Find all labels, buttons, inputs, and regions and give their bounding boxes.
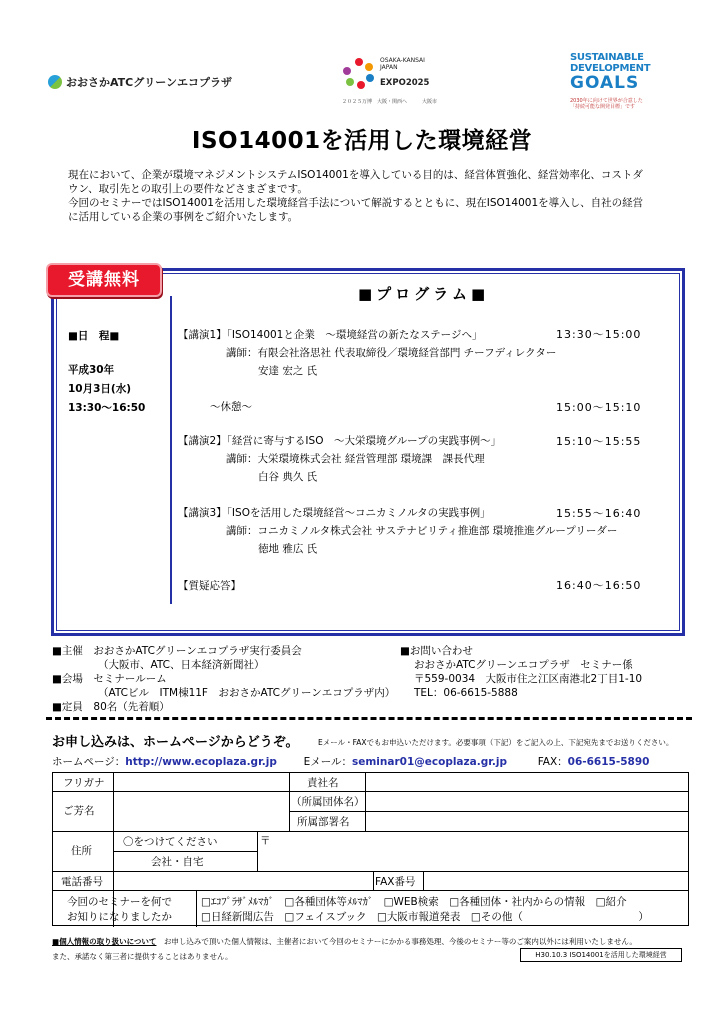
program-divider — [170, 296, 172, 604]
company-label: 責社名 — [307, 777, 339, 789]
talk1-name: 安達 宏之 氏 — [258, 365, 318, 377]
atc-logo-text: おおさかATCグリーンエコプラザ — [66, 76, 233, 89]
schedule-date: 10月3日(水) — [68, 383, 132, 395]
sdgs-line2: DEVELOPMENT — [570, 63, 651, 74]
talk3-title: 【講演3】「ISOを活用した環境経営～コニカミノルタの実践事例」 — [178, 507, 491, 519]
company-home-choice[interactable]: 会社・自宅 — [151, 856, 204, 868]
sdgs-line3: GOALS — [570, 73, 640, 93]
application-form — [52, 772, 689, 926]
schedule-label: ■日 程■ — [68, 330, 120, 342]
qa-time: 16:40～16:50 — [556, 579, 642, 592]
dept-label: 所属部署名 — [297, 816, 350, 828]
talk2-speaker: 講師：大栄環境株式会社 経営管理部 環境課 課長代理 — [226, 453, 485, 465]
talk2-title: 【講演2】「経営に寄与するISO ～大栄環境グループの実践事例～」 — [178, 435, 502, 447]
venue: セミナールーム — [93, 673, 167, 685]
break-title: ～休憩～ — [210, 401, 252, 413]
apply-note: Eメール・FAXでもお申込いただけます。必要事項（下記）をご記入の上、下記宛先までお送りください。 — [318, 738, 674, 747]
fax-number: 06-6615-5890 — [567, 756, 650, 768]
intro-line: ウン、取引先との取引上の要件などさまざまです。 — [68, 183, 308, 195]
contact-line — [52, 754, 649, 769]
cut-line — [46, 717, 692, 720]
free-badge: 受講無料 — [46, 263, 162, 297]
name-field[interactable] — [123, 793, 287, 829]
hp-link[interactable]: http://www.ecoplaza.gr.jp — [125, 756, 277, 768]
sdgs-caption: 2030年に向けて世界が合意した「持続可能な開発目標」です — [570, 98, 643, 110]
source-options-2[interactable]: □日経新聞広告 □フェイスブック □大阪市報道発表 □その他（ ） — [201, 911, 649, 923]
furigana-field[interactable] — [123, 775, 287, 789]
apply-heading: お申し込みは、ホームページからどうぞ。 — [52, 735, 299, 750]
sdgs-logo — [570, 52, 652, 110]
hp-label: ホームページ： — [52, 756, 126, 768]
privacy-text-1: お申し込みで頂いた個人情報は、主催者において今回のセミナーにかかる事務処理、今後のセミナー等のご案内以外には利用いたしません。 — [163, 937, 637, 946]
privacy-text-2: また、承諾なく第三者に提供することはありません。 — [52, 952, 233, 961]
fax-label: FAX： — [537, 756, 568, 768]
source-question-2: お知りになりましたか — [67, 911, 172, 923]
expo-line2: JAPAN — [380, 64, 398, 71]
intro-line: に活用している企業の事例をご紹介いたします。 — [68, 211, 299, 223]
expo-rings-icon — [342, 56, 376, 90]
talk1-time: 13:30～15:00 — [556, 328, 642, 341]
tel-label: 電話番号 — [61, 876, 103, 888]
talk2-time: 15:10～15:55 — [556, 435, 642, 448]
page-title: ISO14001を活用した環境経営 — [191, 128, 533, 154]
talk3-name: 徳地 雅広 氏 — [258, 543, 318, 555]
org-label: （所属団体名） — [291, 796, 365, 808]
capacity-label: ■定員 — [52, 701, 83, 713]
host: おおさかATCグリーンエコプラザ実行委員会 — [93, 645, 302, 657]
inquiry-label: ■お問い合わせ — [400, 645, 473, 657]
break-time: 15:00～15:10 — [556, 401, 642, 414]
host-sub: （大阪市、ATC、日本経済新聞社） — [98, 659, 265, 671]
talk2-name: 白谷 典久 氏 — [258, 471, 318, 483]
circle-instruction: 〇をつけてください — [123, 836, 218, 848]
postal-mark: 〒 — [260, 835, 271, 847]
source-options-1[interactable]: □ｴｺﾌﾟﾗｻﾞﾒﾙﾏｶﾞ □各種団体等ﾒﾙﾏｶﾞ □WEB検索 □各種団体・社内からの情報 □紹介 — [201, 896, 627, 908]
name-label: ご芳名 — [63, 805, 95, 817]
expo-line3: EXPO2025 — [380, 78, 430, 88]
inquiry-org: おおさかATCグリーンエコプラザ セミナー係 — [414, 659, 633, 671]
intro-text — [68, 168, 676, 224]
talk1-title: 【講演1】「ISO14001と企業 ～環境経営の新たなステージへ」 — [178, 329, 483, 341]
atc-leaf-icon — [48, 75, 62, 89]
privacy-note — [52, 936, 637, 947]
intro-line: 現在において、企業が環境マネジメントシステムISO14001を導入している目的は、経営体質強化、経営効率化、コストダ — [68, 169, 643, 181]
inquiry-info — [400, 644, 642, 700]
fax-label: FAX番号 — [375, 876, 416, 888]
company-field[interactable] — [369, 775, 687, 809]
venue-label: ■会場 — [52, 673, 83, 685]
tel-field[interactable] — [117, 873, 371, 889]
address-label: 住所 — [71, 845, 92, 857]
source-question-1: 今回のセミナーを何で — [67, 896, 172, 908]
document-id: H30.10.3 ISO14001を活用した環境経営 — [520, 948, 682, 962]
mail-link[interactable]: seminar01@ecoplaza.gr.jp — [352, 756, 508, 768]
expo-caption: ２０２５万博 大阪・関西へ 大阪市 — [342, 99, 438, 105]
host-label: ■主催 — [52, 645, 83, 657]
program-title: ■プログラム■ — [358, 285, 490, 303]
qa-title: 【質疑応答】 — [178, 580, 241, 592]
atc-logo — [48, 74, 232, 90]
inquiry-address: 〒559-0034 大阪市住之江区南港北2丁目1-10 — [414, 673, 643, 685]
talk1-speaker: 講師：有限会社洛思社 代表取締役／環境経営部門 チーフディレクター — [226, 347, 557, 359]
dept-field[interactable] — [369, 813, 687, 829]
talk3-speaker: 講師：コニカミノルタ株式会社 サステナビリティ推進部 環境推進グループリーダー — [226, 525, 618, 537]
mail-label: Eメール： — [303, 756, 352, 768]
schedule-era: 平成30年 — [68, 364, 115, 376]
capacity: 80名（先着順） — [93, 701, 170, 713]
privacy-label: ■個人情報の取り扱いについて — [52, 937, 157, 946]
venue-sub: （ATCビル ITM棟11F おおさかATCグリーンエコプラザ内） — [98, 687, 396, 699]
sdgs-line1: SUSTAINABLE — [570, 52, 644, 63]
schedule-time: 13:30～16:50 — [68, 402, 146, 414]
expo-line1: OSAKA-KANSAI — [380, 57, 425, 64]
host-info — [52, 644, 395, 714]
intro-line: 今回のセミナーではISO14001を活用した環境経営手法について解説するとともに、現在ISO14001を導入し、自社の経営 — [68, 197, 644, 209]
inquiry-tel: TEL：06-6615-5888 — [414, 687, 518, 699]
address-field[interactable] — [273, 835, 687, 869]
furigana-label: フリガナ — [63, 777, 105, 789]
talk3-time: 15:55～16:40 — [556, 507, 642, 520]
fax-field[interactable] — [427, 873, 687, 889]
